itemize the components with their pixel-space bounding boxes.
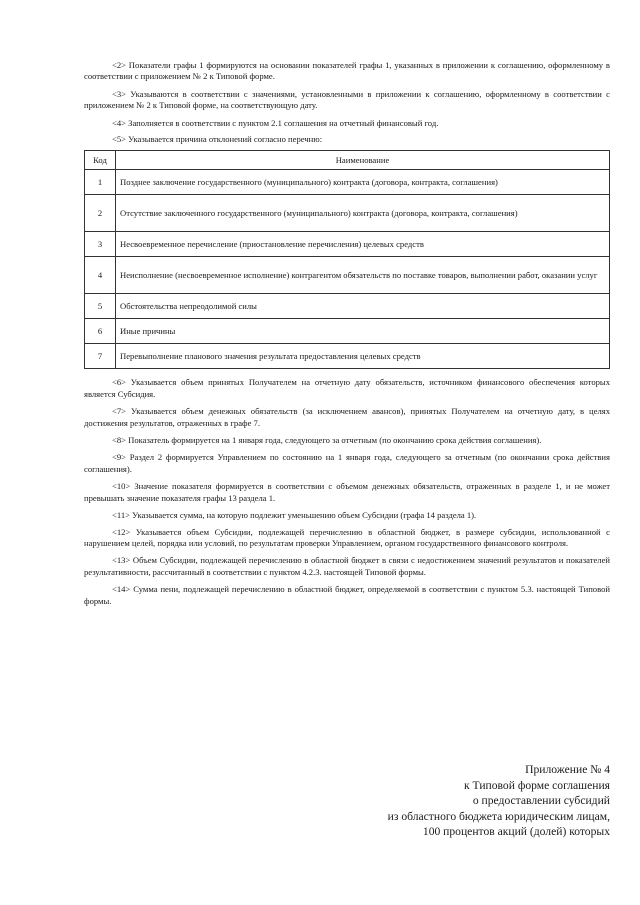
table-header-row [85,151,610,170]
footnote-6: <6> Указывается объем принятых Получателем на отчетную дату обязательств, источником финансового обеспечения которых является Субсидия. [84,377,610,399]
appendix-line: из областного бюджета юридическим лицам, [387,809,610,823]
footnote-9: <9> Раздел 2 формируется Управлением по состоянию на 1 января года, следующего за отчетным (по окончании срока действия соглашения). [84,452,610,474]
row-name: Обстоятельства непреодолимой силы [116,294,610,319]
footnote-11: <11> Указывается сумма, на которую подлежит уменьшению объем Субсидии (графа 14 раздела 1). [112,510,477,521]
appendix-heading [388,762,610,840]
footnote-5: <5> Указывается причина отклонений согласно перечню: [112,134,323,145]
footnote-10: <10> Значение показателя формируется в соответствии с объемом денежных обязательств, отраженных в разделе 1, и не может превышать значение показателя графы 13 раздела 1. [84,481,610,503]
table-row [85,232,610,257]
footnote-4: <4> Заполняется в соответствии с пунктом 2.1 соглашения на отчетный финансовый год. [112,117,439,128]
deviation-reasons-table [84,150,610,369]
document-body [84,60,610,613]
row-code: 1 [85,170,116,195]
header-code: Код [85,151,116,170]
row-name: Несвоевременное перечисление (приостановление перечисления) целевых средств [116,232,610,257]
table-row [85,170,610,195]
footnote-14: <14> Сумма пени, подлежащей перечислению в областной бюджет, определяемой в соответствии с пунктом 5.3. настоящей Типовой формы. [84,584,610,606]
table-row [85,294,610,319]
appendix-line: Приложение № 4 [525,763,610,776]
appendix-line: 100 процентов акций (долей) которых [422,825,610,839]
row-code: 2 [85,195,116,232]
footnote-13: <13> Объем Субсидии, подлежащей перечислению в областной бюджет в связи с недостижением значений результатов и показателей результативности, рассчитанный в соответствии с пунктом 4.2.3. настоящей Типовой формы. [84,555,610,577]
row-code: 5 [85,294,116,319]
footnote-7: <7> Указывается объем денежных обязательств (за исключением авансов), принятых Получателем на отчетную дату, в целях достижения результатов, отраженных в графе 7. [84,406,610,428]
table-row [85,344,610,369]
row-name: Отсутствие заключенного государственного (муниципального) контракта (договора, контракта, соглашения) [116,195,610,232]
row-code: 3 [85,232,116,257]
appendix-line: к Типовой форме соглашения [464,778,610,792]
row-name: Позднее заключение государственного (муниципального) контракта (договора, контракта, соглашения) [116,170,610,195]
footnote-8: <8> Показатель формируется на 1 января года, следующего за отчетным (по окончанию срока действия соглашения). [112,435,542,446]
header-name: Наименование [116,151,610,170]
table-row [85,257,610,294]
footnote-3: <3> Указываются в соответствии с значениями, установленными в приложении к соглашению, оформленному в соответствии с приложением № 2 к Типовой форме, на соответствующую дату. [84,88,610,111]
appendix-line: о предоставлении субсидий [472,794,610,808]
footnote-12: <12> Указывается объем Субсидии, подлежащей перечислению в областной бюджет, в размере субсидии, использованной с нарушением целей, порядка или условий, по результатам проверки Управлением, органом государственного финансового контроля. [84,526,610,548]
row-code: 4 [85,257,116,294]
row-code: 6 [85,319,116,344]
table-row [85,319,610,344]
footnote-2: <2> Показатели графы 1 формируются на основании показателей графы 1, указанных в приложении к соглашению, оформленному в соответствии с приложением № 2 к Типовой форме. [84,60,610,82]
row-name: Перевыполнение планового значения результата предоставления целевых средств [116,344,610,369]
table-row [85,195,610,232]
row-code: 7 [85,344,116,369]
row-name: Неисполнение (несвоевременное исполнение) контрагентом обязательств по поставке товаров, выполнении работ, оказании услуг [116,257,610,294]
row-name: Иные причины [116,319,610,344]
